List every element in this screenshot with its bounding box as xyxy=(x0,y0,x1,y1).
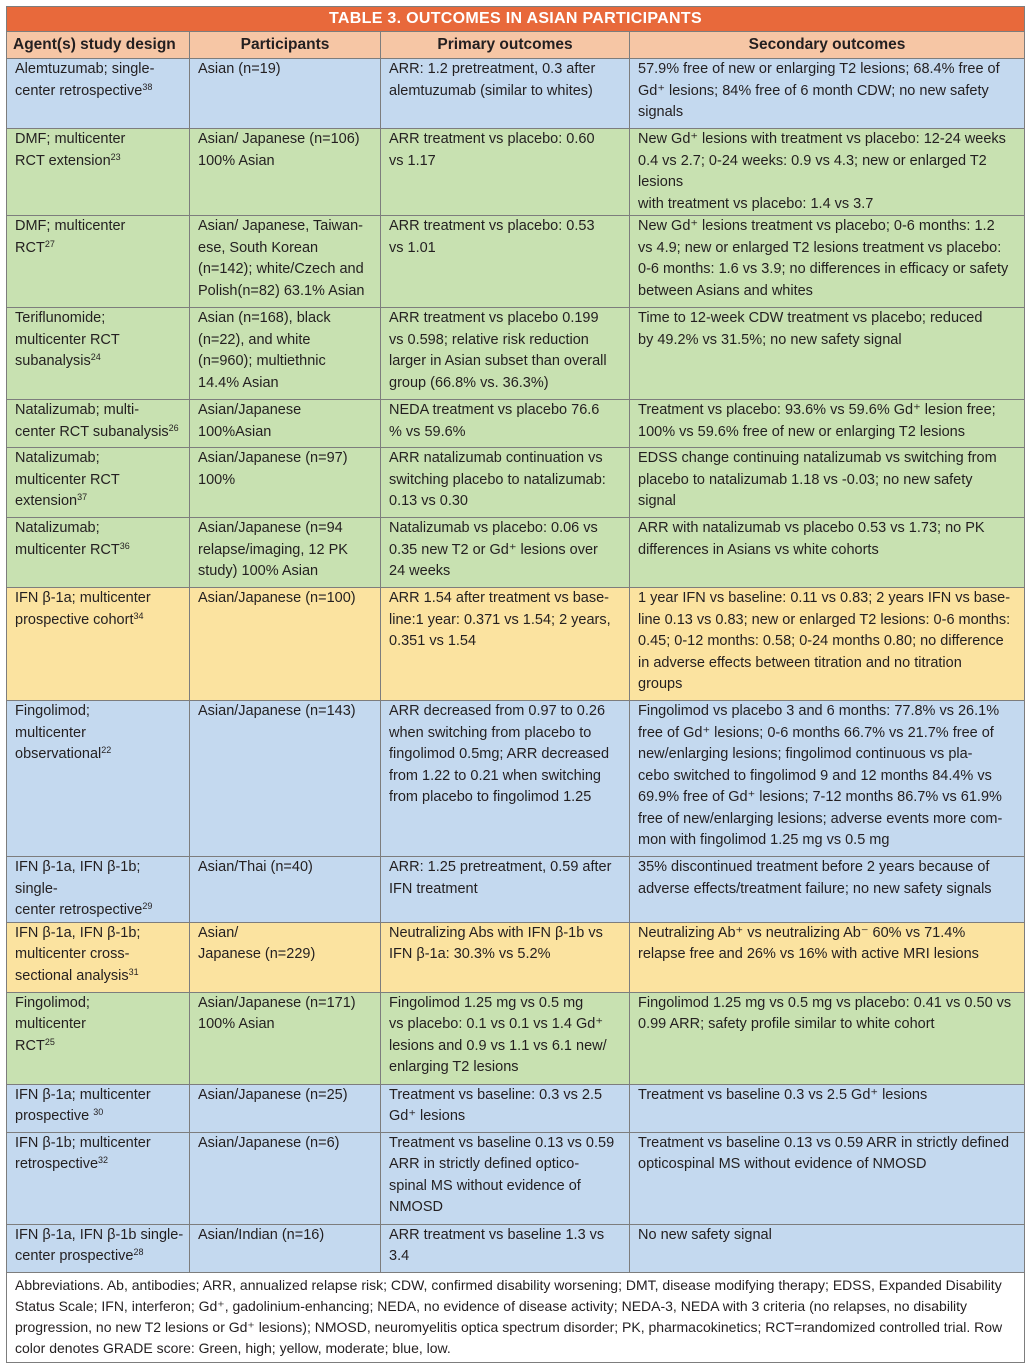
cell-primary: Treatment vs baseline: 0.3 vs 2.5 Gd⁺ lesions xyxy=(381,1084,630,1132)
agent-text: IFN β-1a, IFN β-1b; single- center retrospective xyxy=(15,859,143,918)
cell-secondary: EDSS change continuing natalizumab vs switching from placebo to natalizumab 1.18 vs -0.03; no new safety signal xyxy=(630,448,1025,518)
cell-agent xyxy=(7,857,190,923)
table-row xyxy=(7,857,1025,923)
table-row xyxy=(7,59,1025,129)
cell-agent xyxy=(7,922,190,992)
cell-participants: Asian/Indian (n=16) xyxy=(190,1224,381,1272)
reference-superscript: 34 xyxy=(133,610,144,621)
table-row xyxy=(7,129,1025,216)
agent-text: Natalizumab; multicenter RCT extension xyxy=(15,450,120,509)
cell-agent xyxy=(7,1224,190,1272)
cell-secondary: 35% discontinued treatment before 2 years because of adverse effects/treatment failure; no new safety signals xyxy=(630,857,1025,923)
reference-superscript: 31 xyxy=(128,966,139,977)
header-row xyxy=(7,32,1025,59)
cell-participants: Asian/Thai (n=40) xyxy=(190,857,381,923)
cell-participants: Asian/Japanese (n=100) xyxy=(190,588,381,701)
table-body xyxy=(7,59,1025,1273)
table-row xyxy=(7,216,1025,308)
cell-primary: Treatment vs baseline 0.13 vs 0.59 ARR in strictly defined opticо- spinal MS without evidence of NMOSD xyxy=(381,1132,630,1224)
reference-superscript: 26 xyxy=(168,422,179,433)
cell-agent xyxy=(7,1084,190,1132)
table-row xyxy=(7,400,1025,448)
reference-superscript: 29 xyxy=(142,901,153,911)
agent-text: DMF; multicenter RCT extension xyxy=(15,131,126,169)
table-row xyxy=(7,1084,1025,1132)
cell-agent xyxy=(7,701,190,857)
cell-primary: ARR natalizumab continuation vs switching placebo to natalizumab: 0.13 vs 0.30 xyxy=(381,448,630,518)
cell-secondary: Treatment vs baseline 0.13 vs 0.59 ARR in strictly defined opticospinal MS without evidence of NMOSD xyxy=(630,1132,1025,1224)
reference-superscript: 28 xyxy=(133,1247,144,1257)
cell-secondary: 1 year IFN vs baseline: 0.11 vs 0.83; 2 years IFN vs base- line 0.13 vs 0.83; new or enlarged T2 lesions: 0-6 months: 0.45; 0-12 months: 0.58; 0-24 months 0.80; no difference in adverse effects between titration and no titration groups xyxy=(630,588,1025,701)
cell-primary: Neutralizing Abs with IFN β-1b vs IFN β-1a: 30.3% vs 5.2% xyxy=(381,922,630,992)
cell-participants: Asian/ Japanese, Taiwan- ese, South Korean (n=142); white/Czech and Polish(n=82) 63.1% Asian xyxy=(190,216,381,308)
cell-primary: ARR treatment vs placebo: 0.60 vs 1.17 xyxy=(381,129,630,216)
cell-participants: Asian/Japanese 100%Asian xyxy=(190,400,381,448)
table-row xyxy=(7,518,1025,588)
reference-superscript: 32 xyxy=(98,1155,109,1165)
agent-text: Natalizumab; multicenter RCT xyxy=(15,520,120,558)
table-row xyxy=(7,1132,1025,1224)
agent-text: Teriflunomide; multicenter RCT subanalysis xyxy=(15,310,120,369)
agent-text: IFN β-1a, IFN β-1b single- center prospective xyxy=(15,1226,184,1264)
footnote: Abbreviations. Ab, antibodies; ARR, annualized relapse risk; CDW, confirmed disability worsening; DMT, disease modifying therapy; EDSS, Expanded Disability Status Scale; IFN, interferon; Gd⁺, gadolinium-enhancing; NEDA, no evidence of disease activity; NEDA-3, NEDA with 3 criteria (no relapses, no disability progression, no new T2 lesions or Gd⁺ lesions); NMOSD, neuromyelitis optica spectrum disorder; PK, pharmacokinetics; RCT=randomized controlled trial. Row color denotes GRADE score: Green, high; yellow, moderate; blue, low. xyxy=(7,1272,1025,1362)
reference-superscript: 25 xyxy=(44,1036,55,1047)
cell-agent xyxy=(7,216,190,308)
cell-secondary: Time to 12-week CDW treatment vs placebo; reduced by 49.2% vs 31.5%; no new safety signal xyxy=(630,308,1025,400)
header-participants: Participants xyxy=(190,32,381,59)
table-container xyxy=(6,6,1024,1363)
cell-primary: ARR treatment vs baseline 1.3 vs 3.4 xyxy=(381,1224,630,1272)
cell-secondary: Fingolimod 1.25 mg vs 0.5 mg vs placebo: 0.41 vs 0.50 vs 0.99 ARR; safety profile similar to white cohort xyxy=(630,992,1025,1084)
cell-primary: ARR: 1.25 pretreatment, 0.59 after IFN treatment xyxy=(381,857,630,923)
table-row xyxy=(7,1224,1025,1272)
cell-participants: Asian/Japanese (n=6) xyxy=(190,1132,381,1224)
cell-agent xyxy=(7,588,190,701)
agent-text: Fingolimod; multicenter observational xyxy=(15,703,102,762)
footnote-row xyxy=(7,1272,1025,1362)
cell-primary: ARR decreased from 0.97 to 0.26 when switching from placebo to fingolimod 0.5mg; ARR decreased from 1.22 to 0.21 when switching from placebo to fingolimod 1.25 xyxy=(381,701,630,857)
agent-text: DMF; multicenter RCT xyxy=(15,218,126,256)
cell-primary: ARR treatment vs placebo: 0.53 vs 1.01 xyxy=(381,216,630,308)
cell-primary: NEDA treatment vs placebo 76.6 % vs 59.6% xyxy=(381,400,630,448)
cell-secondary: Treatment vs baseline 0.3 vs 2.5 Gd⁺ lesions xyxy=(630,1084,1025,1132)
header-agent: Agent(s) study design xyxy=(7,32,190,59)
agent-text: Natalizumab; multi- center RCT subanalysis xyxy=(15,402,169,440)
cell-secondary: Neutralizing Ab⁺ vs neutralizing Ab⁻ 60% vs 71.4% relapse free and 26% vs 16% with active MRI lesions xyxy=(630,922,1025,992)
cell-secondary: 57.9% free of new or enlarging T2 lesions; 68.4% free of Gd⁺ lesions; 84% free of 6 month CDW; no new safety signals xyxy=(630,59,1025,129)
cell-primary: ARR: 1.2 pretreatment, 0.3 after alemtuzumab (similar to whites) xyxy=(381,59,630,129)
cell-participants: Asian/Japanese (n=97) 100% xyxy=(190,448,381,518)
cell-participants: Asian/Japanese (n=25) xyxy=(190,1084,381,1132)
cell-participants: Asian/ Japanese (n=106) 100% Asian xyxy=(190,129,381,216)
cell-agent xyxy=(7,1132,190,1224)
cell-secondary: New Gd⁺ lesions treatment vs placebo; 0-6 months: 1.2 vs 4.9; new or enlarged T2 lesions treatment vs placebo: 0-6 months: 1.6 vs 3.9; no differences in efficacy or safety between Asians and whites xyxy=(630,216,1025,308)
table-row xyxy=(7,922,1025,992)
cell-secondary: New Gd⁺ lesions with treatment vs placebo: 12-24 weeks 0.4 vs 2.7; 0-24 weeks: 0.9 vs 4.3; new or enlarged T2 lesions with treatment vs placebo: 1.4 vs 3.7 xyxy=(630,129,1025,216)
agent-text: IFN β-1a; multicenter prospective xyxy=(15,1086,151,1124)
agent-text: IFN β-1a, IFN β-1b; multicenter cross- sectional analysis xyxy=(15,924,141,984)
cell-agent xyxy=(7,400,190,448)
reference-superscript: 36 xyxy=(119,540,130,551)
cell-participants: Asian (n=19) xyxy=(190,59,381,129)
cell-secondary: No new safety signal xyxy=(630,1224,1025,1272)
cell-primary: ARR treatment vs placebo 0.199 vs 0.598; relative risk reduction larger in Asian subset than overall group (66.8% vs. 36.3%) xyxy=(381,308,630,400)
cell-agent xyxy=(7,59,190,129)
reference-superscript: 38 xyxy=(142,81,153,92)
reference-superscript: 27 xyxy=(44,238,55,249)
reference-superscript: 24 xyxy=(90,352,101,362)
cell-participants: Asian/Japanese (n=94 relapse/imaging, 12 PK study) 100% Asian xyxy=(190,518,381,588)
cell-participants: Asian (n=168), black (n=22), and white (n=960); multiethnic 14.4% Asian xyxy=(190,308,381,400)
cell-secondary: Fingolimod vs placebo 3 and 6 months: 77.8% vs 26.1% free of Gd⁺ lesions; 0-6 months 66.7% vs 21.7% free of new/enlarging lesions; fingolimod continuous vs pla- cebo switched to fingolimod 9 and 12 months 84.4% vs 69.9% free of Gd⁺ lesions; 7-12 months 86.7% vs 61.9% free of new/enlarging lesions; adverse events more com- mon with fingolimod 1.25 mg vs 0.5 mg xyxy=(630,701,1025,857)
header-secondary: Secondary outcomes xyxy=(630,32,1025,59)
cell-participants: Asian/ Japanese (n=229) xyxy=(190,922,381,992)
cell-primary: ARR 1.54 after treatment vs base- line:1 year: 0.371 vs 1.54; 2 years, 0.351 vs 1.54 xyxy=(381,588,630,701)
cell-participants: Asian/Japanese (n=171) 100% Asian xyxy=(190,992,381,1084)
cell-agent xyxy=(7,448,190,518)
reference-superscript: 22 xyxy=(101,745,112,755)
agent-text: IFN β-1b; multicenter retrospective xyxy=(15,1134,151,1172)
table-row xyxy=(7,308,1025,400)
cell-agent xyxy=(7,518,190,588)
table-row xyxy=(7,588,1025,701)
agent-text: Alemtuzumab; single- center retrospective xyxy=(15,61,155,99)
agent-text: Fingolimod; multicenter RCT xyxy=(15,994,90,1054)
cell-agent xyxy=(7,129,190,216)
reference-superscript: 23 xyxy=(110,151,121,162)
table-row xyxy=(7,448,1025,518)
table-row xyxy=(7,992,1025,1084)
table-row xyxy=(7,701,1025,857)
cell-primary: Natalizumab vs placebo: 0.06 vs 0.35 new T2 or Gd⁺ lesions over 24 weeks xyxy=(381,518,630,588)
reference-superscript: 30 xyxy=(93,1107,104,1117)
table-title: TABLE 3. OUTCOMES IN ASIAN PARTICIPANTS xyxy=(6,6,1025,31)
outcomes-table xyxy=(6,6,1025,1363)
header-primary: Primary outcomes xyxy=(381,32,630,59)
cell-agent xyxy=(7,308,190,400)
cell-secondary: ARR with natalizumab vs placebo 0.53 vs 1.73; no PK differences in Asians vs white cohorts xyxy=(630,518,1025,588)
cell-secondary: Treatment vs placebo: 93.6% vs 59.6% Gd⁺ lesion free; 100% vs 59.6% free of new or enlarging T2 lesions xyxy=(630,400,1025,448)
reference-superscript: 37 xyxy=(77,492,88,502)
cell-primary: Fingolimod 1.25 mg vs 0.5 mg vs placebo: 0.1 vs 0.1 vs 1.4 Gd⁺ lesions and 0.9 vs 1.1 vs 6.1 new/ enlarging T2 lesions xyxy=(381,992,630,1084)
agent-text: IFN β-1a; multicenter prospective cohort xyxy=(15,590,151,628)
cell-agent xyxy=(7,992,190,1084)
cell-participants: Asian/Japanese (n=143) xyxy=(190,701,381,857)
